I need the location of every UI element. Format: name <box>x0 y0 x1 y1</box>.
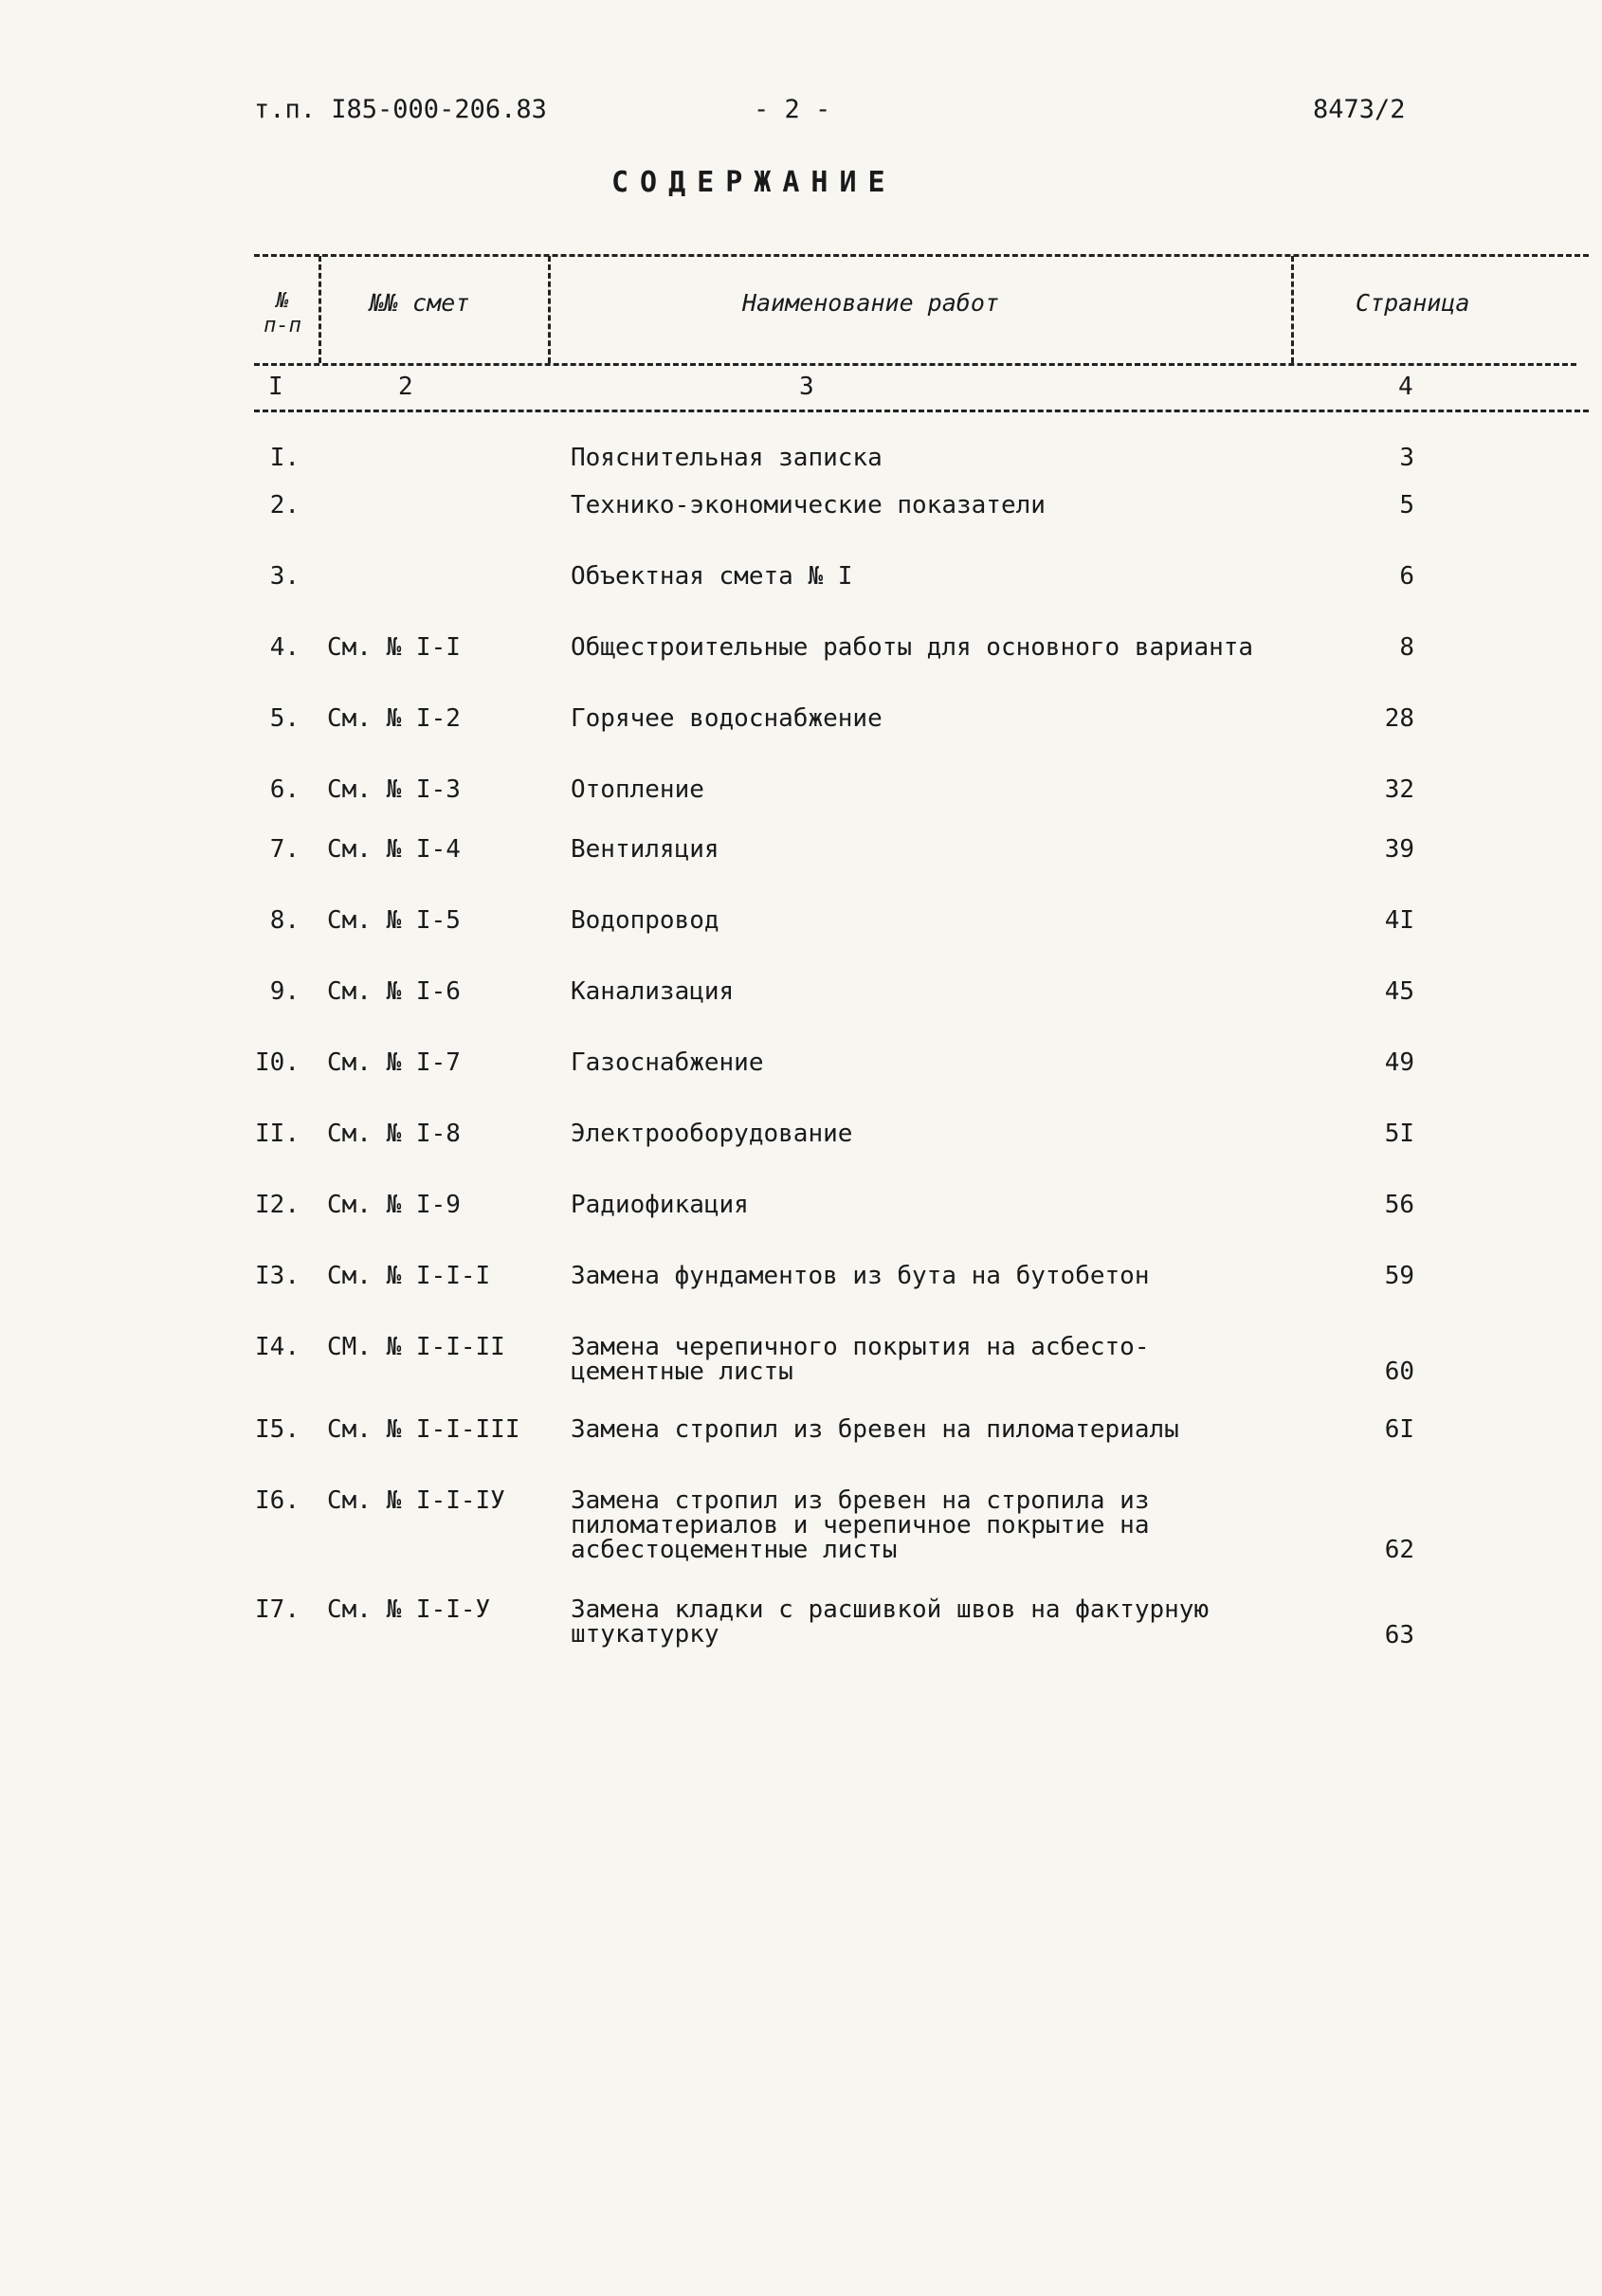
sheet-reference: 8473/2 <box>1313 95 1406 124</box>
row-page: 49 <box>1384 1048 1414 1077</box>
column-number-3: 3 <box>799 373 814 401</box>
row-work-name: Вентиляция <box>571 835 719 864</box>
column-header-page: Страница <box>1356 289 1470 317</box>
row-page: 8 <box>1399 633 1414 662</box>
column-header-number: № п-п <box>264 289 301 337</box>
row-estimate: См. № I-6 <box>327 977 461 1006</box>
column-number-2: 2 <box>398 373 413 401</box>
row-number: I3. <box>255 1262 300 1290</box>
row-estimate: См. № I-9 <box>327 1191 461 1219</box>
table-top-rule <box>254 254 1589 257</box>
row-estimate: См. № I-4 <box>327 835 461 864</box>
row-number: 4. <box>269 633 300 662</box>
row-page: 6I <box>1384 1415 1414 1444</box>
column-header-estimate: №№ смет <box>370 289 470 317</box>
row-estimate: См. № I-I <box>327 633 461 662</box>
row-estimate: См. № I-I-IУ <box>327 1486 505 1515</box>
row-work-name: Замена кладки с расшивкой швов на фактурную штукатурку <box>571 1595 1210 1649</box>
row-number: I. <box>269 444 300 472</box>
column-number-1: I <box>268 373 283 401</box>
row-work-name: Замена фундаментов из бута на бутобетон <box>571 1262 1150 1290</box>
row-work-name: Пояснительная записка <box>571 444 883 472</box>
row-number: 9. <box>269 977 300 1006</box>
row-page: 3 <box>1399 444 1414 472</box>
column-number-4: 4 <box>1398 373 1413 401</box>
row-work-name: Канализация <box>571 977 735 1006</box>
row-page: 60 <box>1384 1358 1414 1386</box>
row-work-name: Радиофикация <box>571 1191 749 1219</box>
row-work-name: Замена стропил из бревен на стропила из пиломатериалов и черепичное покрытие на асбестоцементные листы <box>571 1486 1150 1564</box>
row-number: II. <box>255 1120 300 1148</box>
row-work-name: Замена черепичного покрытия на асбесто- цементные листы <box>571 1333 1150 1386</box>
row-page: 5 <box>1399 491 1414 519</box>
row-number: I6. <box>255 1486 300 1515</box>
row-page: 59 <box>1384 1262 1414 1290</box>
row-estimate: См. № I-2 <box>327 704 461 733</box>
row-work-name: Горячее водоснабжение <box>571 704 883 733</box>
row-page: 63 <box>1384 1621 1414 1649</box>
row-page: 56 <box>1384 1191 1414 1219</box>
row-work-name: Водопровод <box>571 906 719 935</box>
table-header-rule <box>254 363 1576 366</box>
row-estimate: См. № I-8 <box>327 1120 461 1148</box>
row-estimate: См. № I-5 <box>327 906 461 935</box>
row-work-name: Газоснабжение <box>571 1048 764 1077</box>
row-page: 28 <box>1384 704 1414 733</box>
row-page: 4I <box>1384 906 1414 935</box>
row-number: 7. <box>269 835 300 864</box>
row-number: I2. <box>255 1191 300 1219</box>
row-number: I5. <box>255 1415 300 1444</box>
row-estimate: См. № I-3 <box>327 775 461 804</box>
row-number: 2. <box>269 491 300 519</box>
row-page: 6 <box>1399 562 1414 591</box>
row-page: 45 <box>1384 977 1414 1006</box>
page-number: - 2 - <box>754 95 831 124</box>
page-title: СОДЕРЖАНИЕ <box>611 166 897 199</box>
column-divider-3 <box>1291 256 1294 363</box>
row-number: I4. <box>255 1333 300 1361</box>
row-estimate: См. № I-I-III <box>327 1415 520 1444</box>
document-code: т.п. I85-000-206.83 <box>254 95 547 124</box>
column-divider-1 <box>319 256 321 363</box>
row-work-name: Общестроительные работы для основного варианта <box>571 633 1254 662</box>
row-page: 62 <box>1384 1536 1414 1564</box>
column-divider-2 <box>548 256 551 363</box>
row-work-name: Замена стропил из бревен на пиломатериалы <box>571 1415 1179 1444</box>
row-estimate: См. № I-7 <box>327 1048 461 1077</box>
row-number: 5. <box>269 704 300 733</box>
row-page: 32 <box>1384 775 1414 804</box>
column-header-work-name: Наименование работ <box>742 289 999 317</box>
row-estimate: См. № I-I-I <box>327 1262 491 1290</box>
row-work-name: Объектная смета № I <box>571 562 853 591</box>
row-work-name: Отопление <box>571 775 704 804</box>
row-number: I0. <box>255 1048 300 1077</box>
row-number: 8. <box>269 906 300 935</box>
row-number: I7. <box>255 1595 300 1624</box>
row-work-name: Электрооборудование <box>571 1120 853 1148</box>
row-number: 3. <box>269 562 300 591</box>
row-number: 6. <box>269 775 300 804</box>
table-number-rule <box>254 410 1589 412</box>
row-estimate: СМ. № I-I-II <box>327 1333 505 1361</box>
row-page: 39 <box>1384 835 1414 864</box>
row-page: 5I <box>1384 1120 1414 1148</box>
row-estimate: См. № I-I-У <box>327 1595 491 1624</box>
row-work-name: Технико-экономические показатели <box>571 491 1046 519</box>
